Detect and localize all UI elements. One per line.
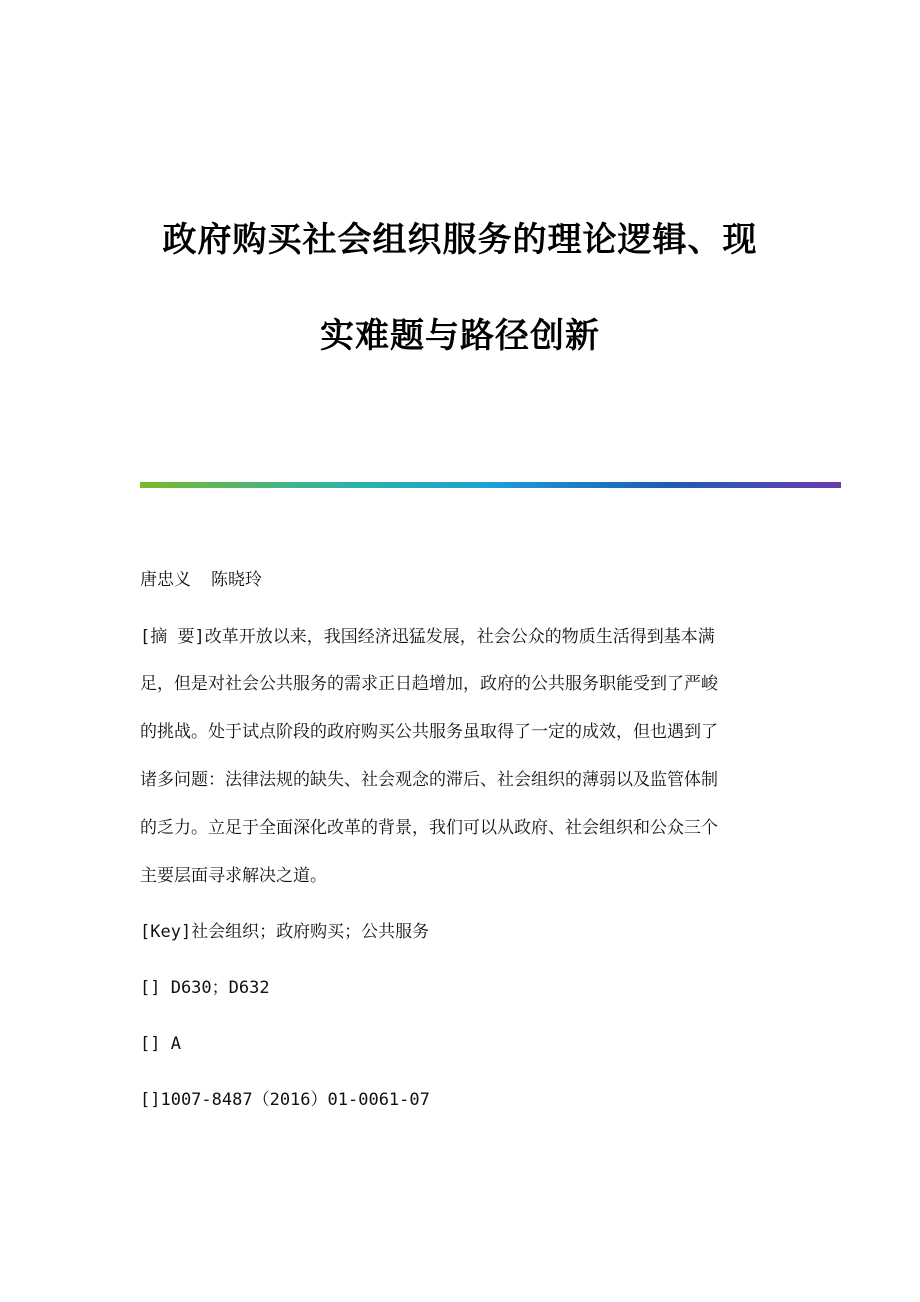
document-code: [] A <box>140 1034 181 1054</box>
abstract-line: 诸多问题：法律法规的缺失、社会观念的滞后、社会组织的薄弱以及监管体制 <box>140 770 718 790</box>
page-title-line-2: 实难题与路径创新 <box>320 316 600 356</box>
article-number: []1007-8487（2016）01-0061-07 <box>140 1090 430 1110</box>
abstract-line: 足，但是对社会公共服务的需求正日趋增加，政府的公共服务职能受到了严峻 <box>140 674 718 694</box>
keywords: [Key]社会组织；政府购买；公共服务 <box>140 922 430 942</box>
gradient-divider <box>140 482 841 488</box>
authors <box>140 568 262 592</box>
abstract-line: 的挑战。处于试点阶段的政府购买公共服务虽取得了一定的成效，但也遇到了 <box>140 722 718 742</box>
abstract-line: [摘 要]改革开放以来，我国经济迅猛发展，社会公众的物质生活得到基本满 <box>140 627 715 647</box>
abstract-line: 主要层面寻求解决之道。 <box>140 866 327 886</box>
abstract-line: 的乏力。立足于全面深化改革的背景，我们可以从政府、社会组织和公众三个 <box>140 818 718 838</box>
author-name: 陈晓玲 <box>211 570 262 590</box>
page-title-line-1: 政府购买社会组织服务的理论逻辑、现 <box>162 220 758 260</box>
classification-number: [] D630；D632 <box>140 978 270 998</box>
author-name: 唐忠义 <box>140 570 191 590</box>
